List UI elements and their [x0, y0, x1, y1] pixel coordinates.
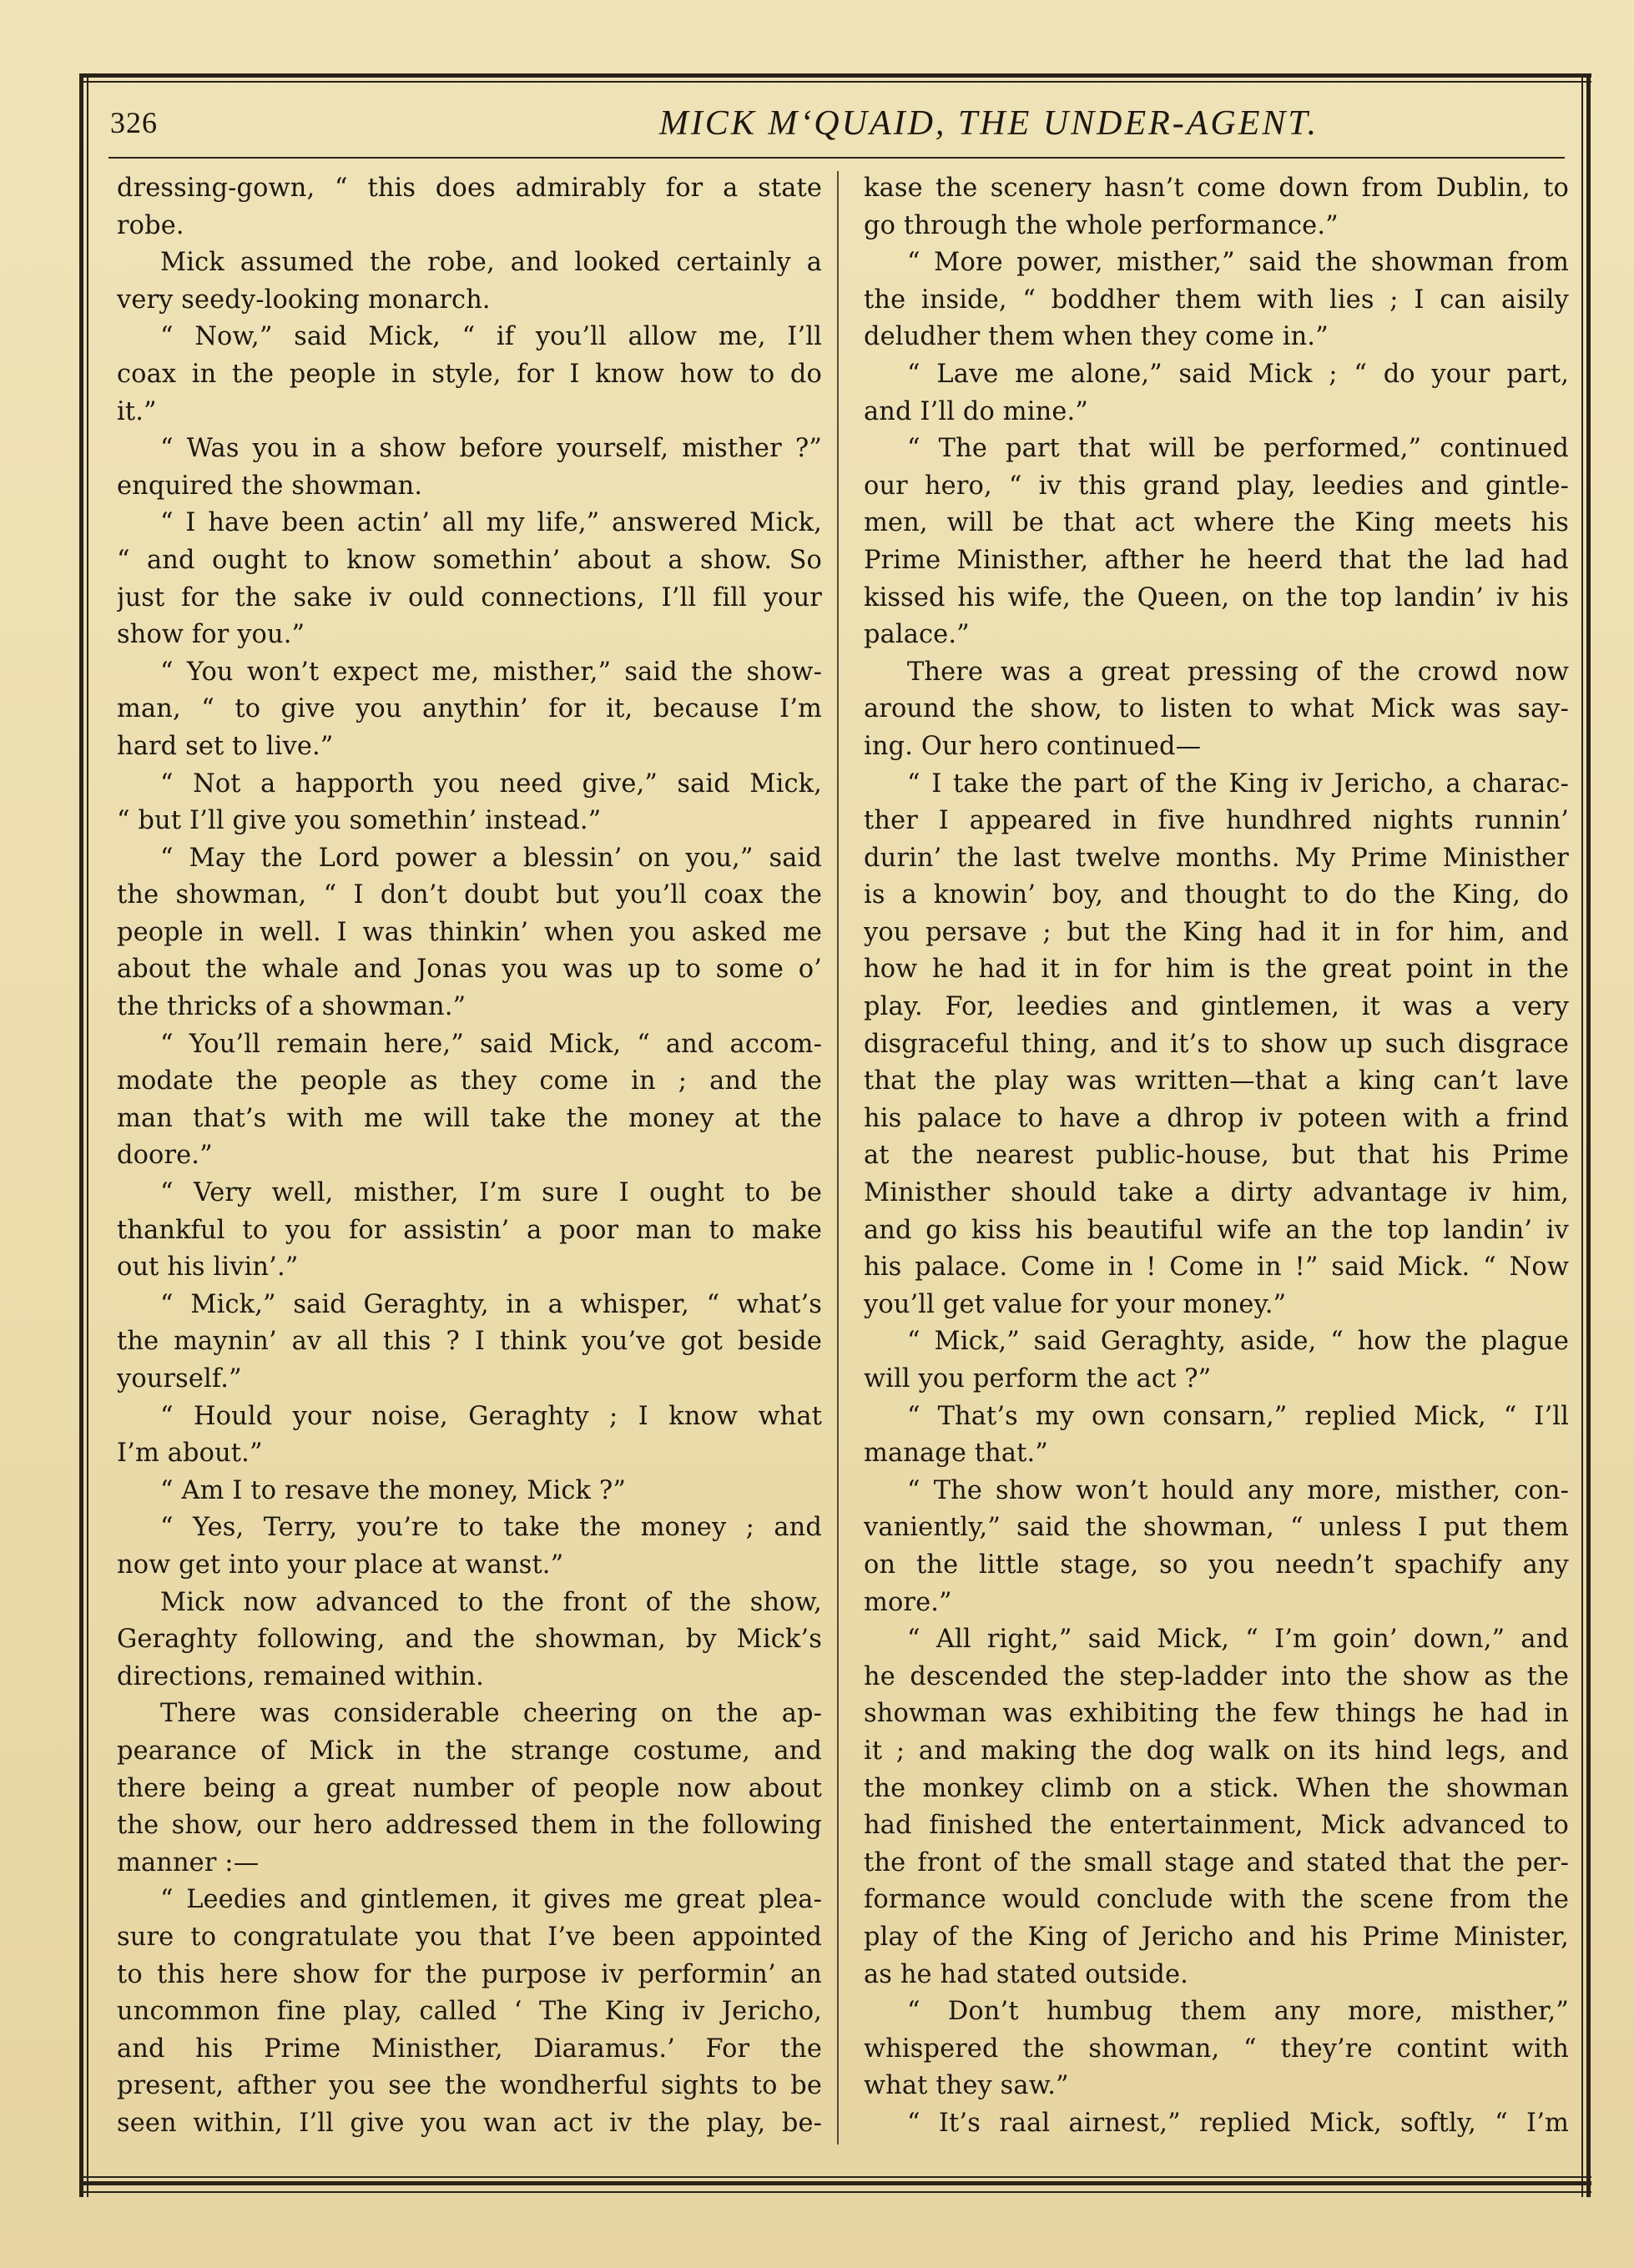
text-line: doore.”	[117, 1141, 213, 1171]
text-line: very seedy-looking monarch.	[117, 285, 491, 315]
text-line: is a knowin’ boy, and thought to do the King, do	[864, 880, 1569, 910]
text-line: “ Not a happorth you need give,” said Mick,	[160, 769, 822, 799]
text-line: there being a great number of people now about	[117, 1773, 822, 1803]
text-line: pearance of Mick in the strange costume, and	[117, 1736, 822, 1766]
right-column	[864, 170, 1569, 2148]
text-line: “ You’ll remain here,” said Mick, “ and accom-	[160, 1029, 822, 1059]
top-rule-thick	[79, 73, 1591, 78]
text-line: Geraghty following, and the showman, by Mick’s	[117, 1625, 822, 1655]
text-line: There was considerable cheering on the ap-	[160, 1699, 822, 1729]
text-line: the thricks of a showman.”	[117, 992, 466, 1022]
text-line: kase the scenery hasn’t come down from Dublin, to	[864, 174, 1569, 203]
left-column	[117, 170, 822, 2148]
running-title: MICK M‘QUAID, THE UNDER-AGENT.	[658, 104, 1319, 143]
text-line: ther I appeared in five hundhred nights runnin’	[864, 806, 1569, 836]
text-line: robe.	[117, 210, 184, 240]
text-line: Mick assumed the robe, and looked certainly a	[160, 248, 822, 278]
page-number: 326	[110, 106, 158, 139]
text-line: “ May the Lord power a blessin’ on you,” said	[160, 843, 822, 873]
text-line: just for the sake iv ould connections, I’ll fill your	[117, 582, 822, 612]
text-line: it.”	[117, 396, 157, 426]
text-line: “ The show won’t hould any more, misther, con-	[907, 1475, 1569, 1505]
text-line: show for you.”	[117, 620, 305, 650]
text-line: you persave ; but the King had it in for him, and	[864, 917, 1569, 947]
text-line: around the show, to listen to what Mick was say-	[864, 694, 1569, 724]
text-line: that the play was written—that a king can’t lave	[864, 1066, 1569, 1096]
text-line: go through the whole performance.”	[864, 210, 1339, 240]
text-line: “ It’s raal airnest,” replied Mick, softly, “ I’m	[907, 2108, 1569, 2138]
text-line: “ Mick,” said Geraghty, aside, “ how the plague	[907, 1327, 1569, 1357]
text-line: “ I take the part of the King iv Jericho, a charac-	[907, 769, 1569, 799]
text-line: and his Prime Ministher, Diaramus.’ For the	[117, 2034, 822, 2064]
text-line: play of the King of Jericho and his Prime Minister,	[864, 1922, 1569, 1952]
text-line: his palace. Come in ! Come in !” said Mick. “ Now	[864, 1252, 1569, 1283]
text-line: I’m about.”	[117, 1439, 263, 1469]
text-line: “ All right,” said Mick, “ I’m goin’ down,” and	[907, 1625, 1569, 1655]
text-line: what they saw.”	[864, 2071, 1069, 2101]
text-line: dressing-gown, “ this does admirably for a state	[117, 174, 822, 203]
bottom-rule-thick	[79, 2181, 1591, 2185]
text-line: Ministher should take a dirty advantage iv him,	[864, 1178, 1569, 1208]
text-line: “ More power, misther,” said the showman from	[907, 248, 1569, 278]
text-line: and go kiss his beautiful wife an the top landin’ iv	[864, 1215, 1569, 1245]
text-line: and I’ll do mine.”	[864, 396, 1088, 426]
text-line: disgraceful thing, and it’s to show up such disgrace	[864, 1029, 1569, 1059]
bottom-rule-thin	[79, 2176, 1591, 2178]
text-line: the front of the small stage and stated that the per-	[864, 1847, 1569, 1877]
text-line: deludher them when they come in.”	[864, 322, 1329, 352]
text-line: “ Hould your noise, Geraghty ; I know what	[160, 1401, 822, 1431]
text-line: seen within, I’ll give you wan act iv the play, be-	[117, 2108, 822, 2138]
text-line: There was a great pressing of the crowd now	[907, 657, 1569, 687]
text-line: kissed his wife, the Queen, on the top landin’ iv his	[864, 582, 1569, 612]
text-line: uncommon fine play, called ‘ The King iv Jericho,	[117, 1997, 822, 2027]
text-line: out his livin’.”	[117, 1252, 299, 1283]
text-line: “ Mick,” said Geraghty, in a whisper, “ what’s	[160, 1289, 822, 1319]
text-line: “ You won’t expect me, misther,” said the show-	[160, 657, 822, 687]
text-line: “ Am I to resave the money, Mick ?”	[160, 1475, 627, 1505]
text-line: “ Very well, misther, I’m sure I ought to be	[160, 1178, 822, 1208]
right-border-thick	[1586, 73, 1591, 2197]
text-line: coax in the people in style, for I know how to do	[117, 359, 822, 389]
text-line: how he had it in for him is the great point in the	[864, 955, 1569, 985]
text-line: enquired the showman.	[117, 471, 423, 501]
text-line: vaniently,” said the showman, “ unless I put them	[864, 1513, 1569, 1543]
column-divider	[837, 171, 839, 2145]
text-line: his palace to have a dhrop iv poteen with a frind	[864, 1103, 1569, 1133]
text-line: directions, remained within.	[117, 1661, 484, 1691]
text-line: whispered the showman, “ they’re contint with	[864, 2034, 1569, 2064]
text-line: the show, our hero addressed them in the following	[117, 1811, 822, 1841]
text-line: men, will be that act where the King meets his	[864, 508, 1569, 538]
header-rule	[108, 157, 1565, 159]
text-line: present, afther you see the wondherful sights to be	[117, 2071, 822, 2101]
text-line: manage that.”	[864, 1439, 1048, 1469]
text-line: “ Don’t humbug them any more, misther,”	[907, 1997, 1569, 2027]
top-rule-thin	[79, 81, 1591, 83]
text-line: modate the people as they come in ; and the	[117, 1066, 822, 1096]
text-line: thankful to you for assistin’ a poor man to make	[117, 1215, 822, 1245]
text-line: “ but I’ll give you somethin’ instead.”	[117, 806, 602, 836]
text-line: Mick now advanced to the front of the show,	[160, 1587, 822, 1617]
text-line: the monkey climb on a stick. When the showman	[864, 1773, 1569, 1803]
text-line: showman was exhibiting the few things he had in	[864, 1699, 1569, 1729]
text-line: the inside, “ boddher them with lies ; I can aisily	[864, 285, 1569, 315]
text-line: will you perform the act ?”	[864, 1364, 1212, 1394]
text-line: the maynin’ av all this ? I think you’ve got beside	[117, 1327, 822, 1357]
text-line: ing. Our hero continued—	[864, 731, 1202, 761]
text-line: yourself.”	[117, 1364, 242, 1394]
text-line: about the whale and Jonas you was up to some o’	[117, 955, 822, 985]
text-line: “ Yes, Terry, you’re to take the money ; and	[160, 1513, 822, 1543]
text-line: formance would conclude with the scene from the	[864, 1885, 1569, 1915]
left-border-thick	[79, 73, 83, 2197]
text-line: had finished the entertainment, Mick advanced to	[864, 1811, 1569, 1841]
text-line: “ Leedies and gintlemen, it gives me great plea-	[160, 1885, 822, 1915]
text-line: it ; and making the dog walk on its hind legs, and	[864, 1736, 1569, 1766]
text-line: manner :—	[117, 1847, 260, 1877]
right-border-thin	[1581, 73, 1583, 2197]
text-line: “ That’s my own consarn,” replied Mick, “ I’ll	[907, 1401, 1569, 1431]
page-header	[108, 98, 1561, 149]
text-line: on the little stage, so you needn’t spachify any	[864, 1550, 1569, 1580]
text-line: Prime Ministher, afther he heerd that the lad had	[864, 545, 1569, 575]
text-line: “ Lave me alone,” said Mick ; “ do your part,	[907, 359, 1569, 389]
text-line: more.”	[864, 1587, 952, 1617]
text-line: play. For, leedies and gintlemen, it was a very	[864, 992, 1569, 1022]
text-line: you’ll get value for your money.”	[864, 1289, 1287, 1319]
text-line: hard set to live.”	[117, 731, 334, 761]
text-line: durin’ the last twelve months. My Prime Ministher	[864, 843, 1569, 873]
text-line: people in well. I was thinkin’ when you asked me	[117, 917, 822, 947]
text-line: “ Was you in a show before yourself, misther ?”	[160, 434, 822, 464]
text-line: now get into your place at wanst.”	[117, 1550, 564, 1580]
text-line: our hero, “ iv this grand play, leedies and gintle-	[864, 471, 1569, 501]
text-line: “ Now,” said Mick, “ if you’ll allow me, I’ll	[160, 322, 822, 352]
text-line: he descended the step-ladder into the show as the	[864, 1661, 1569, 1691]
text-line: man, “ to give you anythin’ for it, because I’m	[117, 694, 822, 724]
text-line: as he had stated outside.	[864, 1959, 1188, 1989]
text-line: the showman, “ I don’t doubt but you’ll coax the	[117, 880, 822, 910]
bottom-rule-outer	[79, 2191, 1591, 2193]
text-line: to this here show for the purpose iv performin’ an	[117, 1959, 822, 1989]
text-line: “ The part that will be performed,” continued	[907, 434, 1569, 464]
text-line: at the nearest public-house, but that his Prime	[864, 1141, 1569, 1171]
text-line: sure to congratulate you that I’ve been appointed	[117, 1922, 822, 1952]
left-border-thin	[87, 73, 88, 2197]
text-line: palace.”	[864, 620, 970, 650]
text-line: “ I have been actin’ all my life,” answered Mick,	[160, 508, 822, 538]
text-line: “ and ought to know somethin’ about a show. So	[117, 545, 822, 575]
text-line: man that’s with me will take the money at the	[117, 1103, 822, 1133]
